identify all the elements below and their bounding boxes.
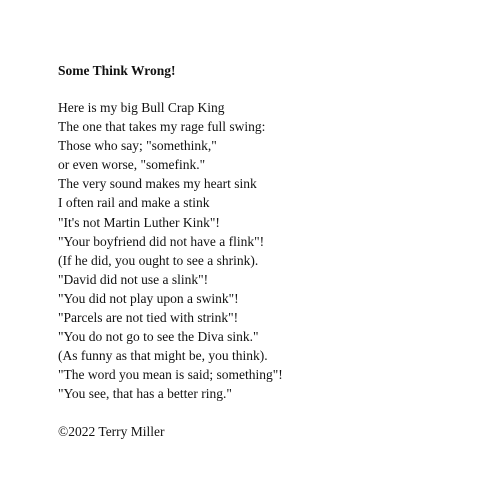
poem-line: Those who say; "somethink," [58, 138, 217, 154]
poem-line: The one that takes my rage full swing: [58, 119, 266, 135]
poem-line: I often rail and make a stink [58, 195, 210, 211]
poem-line: The very sound makes my heart sink [58, 176, 257, 192]
poem-line: (As funny as that might be, you think). [58, 348, 268, 364]
poem-line: "Parcels are not tied with strink"! [58, 310, 239, 326]
poem-line: "You see, that has a better ring." [58, 386, 232, 402]
poem-line: "It's not Martin Luther Kink"! [58, 214, 220, 230]
poem-line: or even worse, "somefink." [58, 157, 206, 173]
poem-line: (If he did, you ought to see a shrink). [58, 252, 259, 268]
poem-line: "You did not play upon a swink"! [58, 290, 239, 306]
poem-line: "David did not use a slink"! [58, 271, 209, 287]
poem-title: Some Think Wrong! [58, 63, 176, 78]
poem-page [58, 62, 478, 441]
poem-line: Here is my big Bull Crap King [58, 100, 225, 115]
poem-line: "You do not go to see the Diva sink." [58, 329, 259, 345]
copyright-notice: ©2022 Terry Miller [58, 423, 165, 439]
poem-body [58, 98, 478, 404]
poem-line: "Your boyfriend did not have a flink"! [58, 233, 265, 249]
poem-line: "The word you mean is said; something"! [58, 367, 283, 383]
